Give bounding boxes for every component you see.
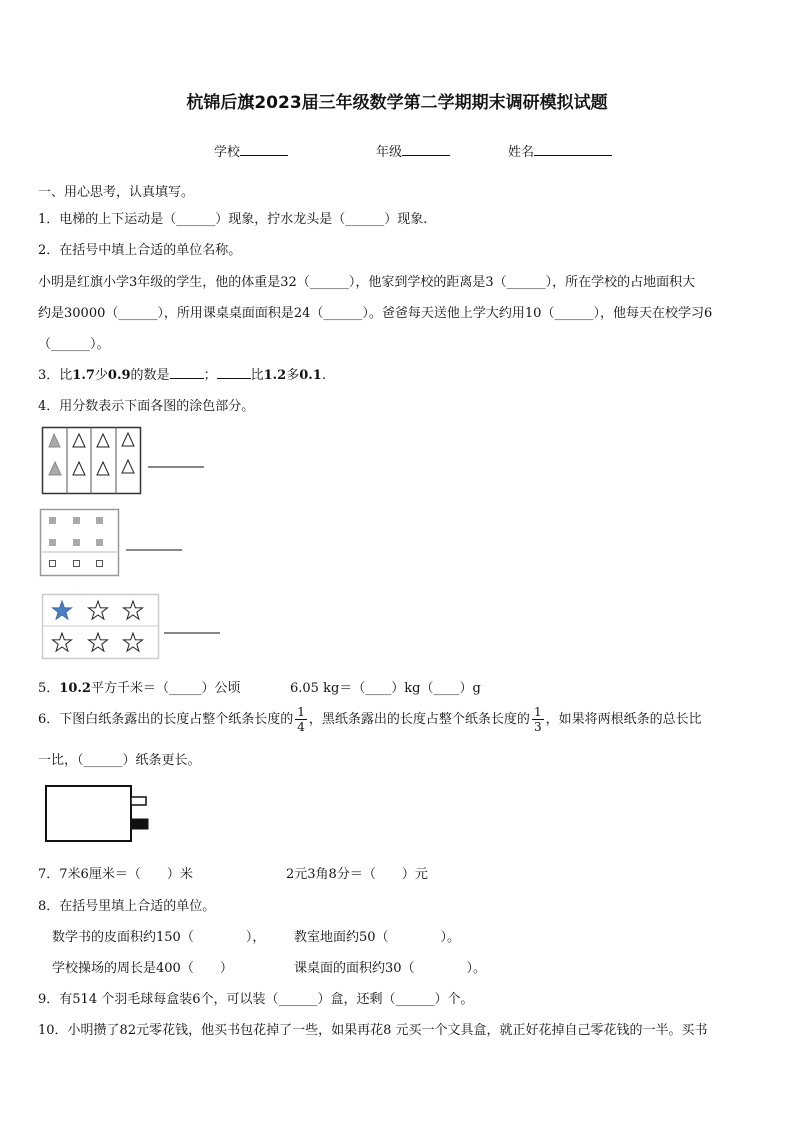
name-label: 姓名 [508, 145, 535, 160]
question-8-item-4: 课桌面的面积约30（ ）。 [294, 961, 487, 976]
square-grid-figure [40, 509, 120, 577]
triangle-grid-figure [42, 427, 142, 495]
q3-text: 3．比 [38, 368, 73, 383]
q3-num: 0.9 [107, 368, 131, 383]
q5-number: 5． [38, 681, 60, 696]
question-4: 4．用分数表示下面各图的涂色部分。 [38, 399, 255, 414]
question-5-part-2: 6.05 kg＝（____）kg（____）g [290, 681, 481, 696]
star-grid-figure [42, 594, 160, 660]
grade-field [376, 141, 450, 160]
fraction-denominator: 3 [533, 720, 542, 734]
answer-line-2[interactable] [126, 549, 182, 551]
question-7-part-1: 7．7米6厘米＝（ ）米 [38, 867, 193, 882]
question-8-item-3: 学校操场的周长是400（ ） [52, 961, 233, 976]
q3-text: 少 [94, 368, 108, 383]
q3-blank-1[interactable] [170, 366, 204, 379]
grade-blank[interactable] [402, 143, 450, 156]
q3-text: ； [203, 368, 217, 383]
fraction-denominator: 4 [297, 720, 305, 734]
question-2-line-1: 小明是红旗小学3年级的学生，他的体重是32（______），他家到学校的距离是3（______），所在学校的占地面积大 [38, 275, 696, 290]
grade-label: 年级 [376, 145, 403, 160]
question-8-item-2: 教室地面约50（ ）。 [294, 930, 461, 945]
question-6 [38, 705, 702, 735]
q3-text: 的数是 [130, 368, 170, 383]
q3-text: 比 [250, 368, 264, 383]
question-8: 8．在括号里填上合适的单位。 [38, 899, 216, 914]
paper-strip-figure [45, 785, 150, 843]
question-7-part-2: 2元3角8分＝（ ）元 [286, 867, 428, 882]
fraction-one-quarter [295, 705, 307, 734]
fraction-one-third [532, 705, 544, 734]
question-8-item-1: 数学书的皮面积约150（ ）， [52, 930, 266, 945]
q3-num: 0.1 [299, 368, 322, 383]
fraction-numerator: 1 [533, 705, 542, 719]
fraction-numerator: 1 [297, 705, 305, 719]
q3-text: . [321, 368, 326, 383]
school-blank[interactable] [240, 143, 288, 156]
name-blank[interactable] [534, 143, 612, 156]
question-5 [38, 677, 240, 696]
q3-num: 1.7 [72, 368, 95, 383]
q3-blank-2[interactable] [217, 366, 251, 379]
question-3 [38, 364, 326, 383]
q6-text-3: ，如果将两根纸条的总长比 [545, 712, 702, 727]
q5-part-1: 平方千米＝（_____）公顷 [90, 681, 241, 696]
question-6-line-2: 一比，（______）纸条更长。 [38, 753, 201, 768]
name-field [508, 141, 612, 160]
q3-num: 1.2 [263, 368, 287, 383]
section-1-heading: 一、用心思考，认真填写。 [38, 185, 195, 200]
question-1: 1．电梯的上下运动是（______）现象，拧水龙头是（______）现象. [38, 212, 428, 227]
q3-text: 多 [286, 368, 300, 383]
question-2: 2．在括号中填上合适的单位名称。 [38, 243, 242, 258]
page-title: 杭锦后旗2023届三年级数学第二学期期末调研模拟试题 [186, 93, 608, 113]
q5-value: 10.2 [59, 681, 91, 696]
question-2-line-3: （______）。 [38, 337, 110, 352]
school-field [214, 141, 288, 160]
q6-text-2: ，黑纸条露出的长度占整个纸条长度的 [308, 712, 530, 727]
q6-text-1: 6．下图白纸条露出的长度占整个纸条长度的 [38, 712, 294, 727]
question-9: 9．有514 个羽毛球每盒装6个，可以装（______）盒，还剩（______）个。 [38, 992, 474, 1007]
question-10: 10．小明攒了82元零花钱，他买书包花掉了一些，如果再花8 元买一个文具盒，就正好花掉自己零花钱的一半。买书 [38, 1023, 708, 1038]
school-label: 学校 [214, 145, 241, 160]
question-2-line-2: 约是30000（______），所用课桌桌面面积是24（______）。爸爸每天送他上学大约用10（______），他每天在校学习6 [38, 306, 713, 321]
answer-line-1[interactable] [148, 466, 204, 468]
answer-line-3[interactable] [164, 632, 220, 634]
